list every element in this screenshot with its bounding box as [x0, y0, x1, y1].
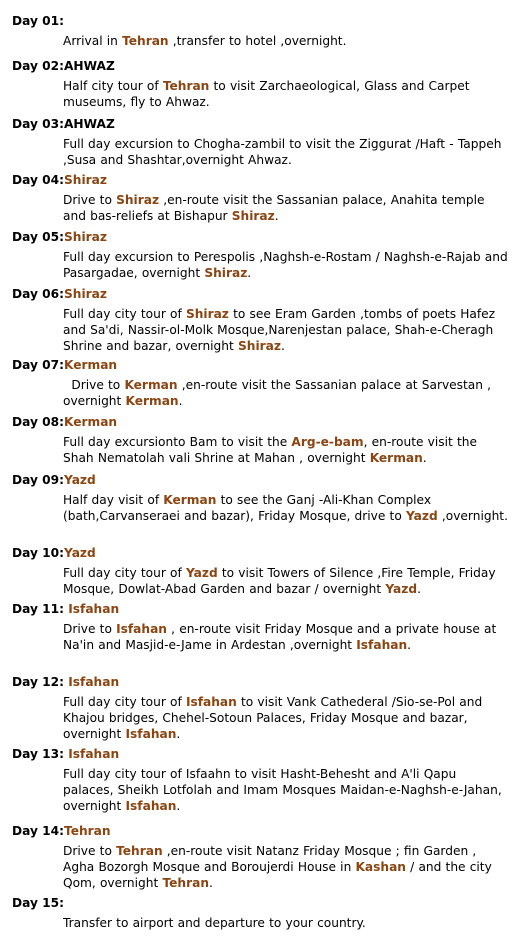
- description-text: Drive to: [63, 844, 117, 858]
- day-entry: [0, 172, 531, 224]
- day-description: [63, 843, 508, 891]
- description-text: .: [247, 266, 252, 280]
- description-text: ,overnight.: [437, 509, 508, 523]
- day-heading: [12, 58, 531, 74]
- day-city: Isfahan: [64, 602, 120, 616]
- place-highlight: Kerman: [125, 394, 179, 408]
- day-label: Day 04:: [12, 173, 64, 187]
- day-city: Yazd: [64, 473, 96, 487]
- description-text: Drive to: [63, 193, 117, 207]
- description-text: to visit Vank Cathederal /Sio-se-Pol and Khajou bridges, Chehel-Sotoun Palaces, Friday Mosque and bazar, overnight: [63, 695, 483, 741]
- day-description: [63, 694, 508, 742]
- day-entry: [0, 746, 531, 814]
- place-highlight: Tehran: [122, 34, 169, 48]
- day-heading: [12, 545, 531, 561]
- day-heading: [12, 172, 531, 188]
- place-highlight: Shiraz: [204, 266, 248, 280]
- day-entry: [0, 545, 531, 597]
- description-text: .: [280, 339, 285, 353]
- description-text: ,en-route visit the Sassanian palace, Anahita temple and bas-reliefs at Bishapur: [63, 193, 485, 223]
- day-heading: [12, 472, 531, 488]
- day-entry: [0, 472, 531, 524]
- description-text: .: [407, 638, 412, 652]
- day-city: AHWAZ: [64, 59, 115, 73]
- place-highlight: Yazd: [385, 582, 418, 596]
- day-city: Kerman: [64, 415, 118, 429]
- day-entry: [0, 895, 531, 931]
- day-label: Day 14:: [12, 824, 64, 838]
- description-text: Full day city tour of: [63, 307, 186, 321]
- day-label: Day 03:: [12, 117, 64, 131]
- place-highlight: Shiraz: [185, 307, 229, 321]
- day-description: [63, 377, 508, 409]
- day-label: Day 12:: [12, 675, 64, 689]
- day-entry: [0, 823, 531, 891]
- description-text: Full day excursion to Perespolis ,Naghsh-e-Rostam / Naghsh-e-Rajab and Pasargadae, overnight: [63, 250, 508, 280]
- day-description: [63, 915, 508, 931]
- day-description: [63, 621, 508, 653]
- description-text: .: [178, 394, 183, 408]
- day-description: [63, 136, 508, 168]
- day-entry: [0, 601, 531, 653]
- description-text: Drive to: [63, 378, 125, 392]
- description-text: ,en-route visit Natanz Friday Mosque ; fin Garden , Agha Bozorgh Mosque and Boroujerdi House in: [63, 844, 477, 874]
- day-entry: [0, 357, 531, 409]
- day-description: [63, 192, 508, 224]
- description-text: to visit Zarchaeological, Glass and Carpet museums, fly to Ahwaz.: [63, 79, 470, 109]
- description-text: , en-route visit Friday Mosque and a private house at Na'in and Masjid-e-Jame in Ardestan ,overnight: [63, 622, 497, 652]
- day-heading: [12, 13, 531, 29]
- day-city: Yazd: [64, 546, 96, 560]
- place-highlight: Arg-e-bam: [291, 435, 364, 449]
- description-text: Transfer to airport and departure to your country.: [63, 916, 366, 930]
- description-text: .: [176, 799, 181, 813]
- day-description: [63, 78, 508, 110]
- place-highlight: Isfahan: [125, 799, 177, 813]
- place-highlight: Kerman: [369, 451, 423, 465]
- day-entry: [0, 116, 531, 168]
- description-text: .: [422, 451, 427, 465]
- day-heading: [12, 286, 531, 302]
- day-label: Day 13:: [12, 747, 64, 761]
- day-heading: [12, 823, 531, 839]
- description-text: to visit Towers of Silence ,Fire Temple, Friday Mosque, Dowlat-Abad Garden and bazar / overnight: [63, 566, 496, 596]
- description-text: Full day city tour of: [63, 695, 186, 709]
- place-highlight: Isfahan: [116, 622, 167, 636]
- day-entry: [0, 58, 531, 110]
- day-city: Shiraz: [64, 287, 107, 301]
- day-heading: [12, 116, 531, 132]
- day-entry: [0, 229, 531, 281]
- description-text: .: [209, 876, 213, 890]
- day-city: Tehran: [64, 824, 111, 838]
- day-heading: [12, 746, 531, 762]
- day-heading: [12, 895, 531, 911]
- day-description: [63, 306, 508, 354]
- place-highlight: Shiraz: [237, 339, 281, 353]
- description-text: Full day city tour of: [63, 566, 186, 580]
- day-city: Kerman: [64, 358, 118, 372]
- place-highlight: Yazd: [185, 566, 218, 580]
- day-heading: [12, 414, 531, 430]
- description-text: .: [176, 727, 181, 741]
- day-heading: [12, 601, 531, 617]
- day-entry: [0, 13, 531, 49]
- day-label: Day 10:: [12, 546, 64, 560]
- place-highlight: Tehran: [162, 79, 210, 93]
- day-label: Day 09:: [12, 473, 64, 487]
- day-label: Day 02:: [12, 59, 64, 73]
- place-highlight: Tehran: [162, 876, 210, 890]
- day-label: Day 06:: [12, 287, 64, 301]
- day-description: [63, 434, 508, 466]
- day-heading: [12, 674, 531, 690]
- day-heading: [12, 229, 531, 245]
- description-text: , en-route visit the Shah Nematolah vali Shrine at Mahan , overnight: [63, 435, 477, 465]
- description-text: Half day visit of: [63, 493, 164, 507]
- description-text: Full day excursion to Chogha-zambil to visit the Ziggurat /Haft - Tappeh ,Susa and Shashtar,overnight Ahwaz.: [63, 137, 502, 167]
- description-text: Drive to: [63, 622, 117, 636]
- day-description: [63, 249, 508, 281]
- description-text: Full day excursionto Bam to visit the: [63, 435, 292, 449]
- day-city: AHWAZ: [64, 117, 115, 131]
- day-label: Day 07:: [12, 358, 64, 372]
- day-city: Isfahan: [64, 747, 120, 761]
- day-description: [63, 565, 508, 597]
- description-text: .: [274, 209, 279, 223]
- day-label: Day 15:: [12, 896, 64, 910]
- place-highlight: Kerman: [124, 378, 178, 392]
- day-description: [63, 766, 508, 814]
- place-highlight: Shiraz: [231, 209, 275, 223]
- description-text: to see the Ganj -Ali-Khan Complex (bath,Carvanseraei and bazar), Friday Mosque, drive to: [63, 493, 432, 523]
- description-text: Half city tour of: [63, 79, 163, 93]
- day-label: Day 08:: [12, 415, 64, 429]
- day-entry: [0, 414, 531, 466]
- place-highlight: Shiraz: [116, 193, 160, 207]
- place-highlight: Isfahan: [125, 727, 177, 741]
- description-text: to see Eram Garden ,tombs of poets Hafez and Sa'di, Nassir-ol-Molk Mosque,Narenjestan palace, Shah-e-Cheragh Shrine and bazar, overnight: [63, 307, 496, 353]
- place-highlight: Isfahan: [356, 638, 408, 652]
- description-text: Full day city tour of Isfaahn to visit Hasht-Behesht and A'li Qapu palaces, Sheikh Lotfolah and Imam Mosques Maidan-e-Naghsh-e-Jahan, overnight: [63, 767, 502, 813]
- day-entry: [0, 674, 531, 742]
- day-city: Shiraz: [64, 173, 107, 187]
- place-highlight: Yazd: [405, 509, 438, 523]
- day-label: Day 11:: [12, 602, 64, 616]
- place-highlight: Kashan: [355, 860, 406, 874]
- description-text: Arrival in: [63, 34, 123, 48]
- description-text: ,transfer to hotel ,overnight.: [168, 34, 347, 48]
- day-description: [63, 492, 508, 524]
- day-label: Day 05:: [12, 230, 64, 244]
- place-highlight: Tehran: [116, 844, 163, 858]
- day-description: [63, 33, 508, 49]
- day-entry: [0, 286, 531, 354]
- day-label: Day 01:: [12, 14, 64, 28]
- place-highlight: Isfahan: [185, 695, 237, 709]
- description-text: / and the city Qom, overnight: [63, 860, 492, 890]
- day-city: Shiraz: [64, 230, 107, 244]
- place-highlight: Kerman: [163, 493, 217, 507]
- day-city: Isfahan: [64, 675, 120, 689]
- description-text: ,en-route visit the Sassanian palace at Sarvestan , overnight: [63, 378, 492, 408]
- day-heading: [12, 357, 531, 373]
- description-text: .: [417, 582, 421, 596]
